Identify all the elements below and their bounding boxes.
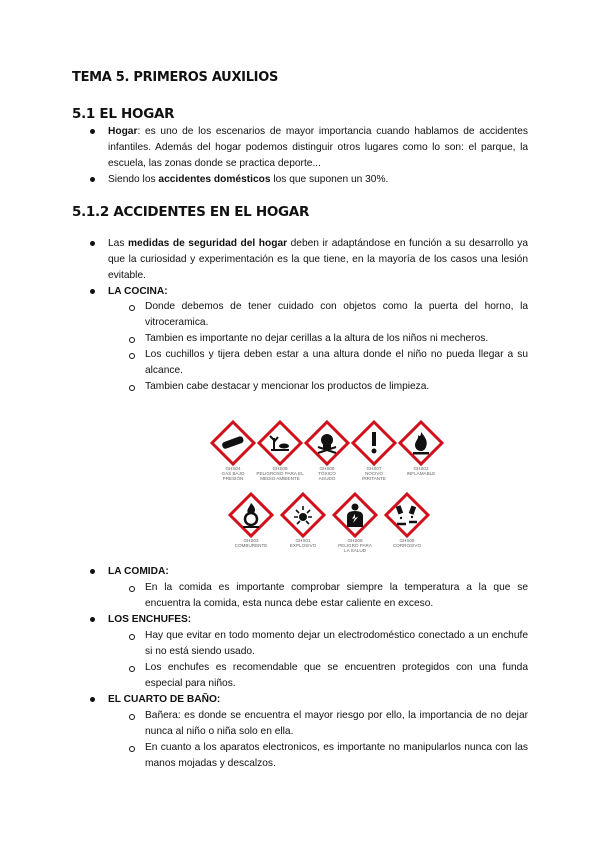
bullet-accidentes-domesticos (108, 172, 528, 188)
hazard-caption-text: GHS03 COMBURENTE (234, 538, 268, 548)
corrosion-icon (384, 492, 430, 538)
exploding-bomb-icon (280, 492, 326, 538)
bullet-bold: medidas de seguridad del hogar (127, 238, 288, 249)
enchufes-item: Los enchufes es recomendable que se encuentren protegidos con una funda especial para niños. (145, 662, 528, 689)
label-cocina: LA COCINA: (108, 286, 168, 297)
sub-bullet-icon (129, 714, 135, 720)
bullet-icon (90, 697, 95, 702)
sub-bullet-icon (129, 666, 135, 672)
section-heading-accidentes: 5.1.2 ACCIDENTES EN EL HOGAR (72, 204, 310, 220)
bullet-icon (90, 129, 95, 134)
sub-bullet-icon (129, 353, 135, 359)
cocina-item: Tambien es importante no dejar cerillas a la altura de los niños ni mecheros. (145, 333, 489, 344)
comida-item: En la comida es importante comprobar siempre la temperatura a la que se encuentra la comida, esta nunca debe estar caliente en exceso. (145, 582, 528, 609)
hazard-caption-text: GHS01 EXPLOSIVO (289, 538, 317, 548)
hazard-caption-text: GHS05 CORROSIVO (392, 538, 422, 548)
bullet-icon (90, 289, 95, 294)
exclamation-icon (351, 420, 397, 466)
bullet-bold: accidentes domésticos (158, 174, 271, 185)
enchufes-item: Hay que evitar en todo momento dejar un electrodoméstico conectado a un enchufe si no está siendo usado. (145, 630, 528, 657)
cocina-item: Donde debemos de tener cuidado con objetos como la puerta del horno, la vitroceramica. (145, 301, 528, 328)
bullet-text: deben ir adaptándose en función a su desarrollo ya que la curiosidad y experimentación es la que tiene, en la mayoría de los casos una lesión evitable. (108, 238, 528, 281)
bullet-hogar-bold: Hogar (108, 126, 138, 137)
skull-icon (304, 420, 350, 466)
label-bano: EL CUARTO DE BAÑO: (108, 694, 221, 705)
label-comida: LA COMIDA: (108, 566, 169, 577)
bullet-hogar-text: : es uno de los escenarios de mayor importancia cuando hablamos de accidentes infantiles. Además del hogar podemos distinguir otros lugares como lo son: el parque, la escuela, las zonas donde se practica deporte... (108, 126, 528, 169)
label-enchufes: LOS ENCHUFES: (108, 614, 192, 625)
page-title: TEMA 5. PRIMEROS AUXILIOS (72, 70, 279, 85)
bano-item: Bañera: es donde se encuentra el mayor riesgo por ello, la importancia de no dejar nunca al niño o niña solo en ella. (145, 710, 528, 737)
hazard-caption-text: GHS09 PELIGROSO PARA EL MEDIO AMBIENTE (256, 466, 304, 481)
gas-cylinder-icon (210, 420, 256, 466)
hazard-caption-text: GHS02 INFLAMABLE (406, 466, 436, 476)
sub-bullet-icon (129, 337, 135, 343)
cocina-item: Los cuchillos y tijera deben estar a una altura donde el niño no pueda llegar a su alcance. (145, 349, 528, 376)
flame-over-circle-icon (228, 492, 274, 538)
flame-icon (398, 420, 444, 466)
bullet-text: Siendo los (108, 174, 159, 185)
section-heading-hogar: 5.1 EL HOGAR (72, 106, 175, 122)
sub-bullet-icon (129, 586, 135, 592)
bullet-text: los que suponen un 30%. (270, 174, 389, 185)
bullet-text: Las (108, 238, 128, 249)
hazard-caption-text: GHS08 PELIGRO PARA LA SALUD (338, 538, 372, 553)
bano-item: En cuanto a los aparatos electronicos, es importante no manipularlos nunca con las manos mojadas y descalzos. (145, 742, 528, 769)
health-hazard-icon (332, 492, 378, 538)
bullet-icon (90, 177, 95, 182)
environment-icon (257, 420, 303, 466)
sub-bullet-icon (129, 634, 135, 640)
bullet-icon (90, 617, 95, 622)
bullet-hogar (108, 124, 528, 172)
hazard-caption-text: GHS07 NOCIVO IRRITANTE (362, 466, 386, 481)
sub-bullet-icon (129, 746, 135, 752)
hazard-caption (386, 466, 456, 476)
cocina-item: Tambien cabe destacar y mencionar los productos de limpieza. (145, 381, 430, 392)
bullet-icon (90, 241, 95, 246)
sub-bullet-icon (129, 385, 135, 391)
bullet-icon (90, 569, 95, 574)
hazard-caption (372, 538, 442, 548)
sub-bullet-icon (129, 305, 135, 311)
hazard-caption-text: GHS04 GAS BAJO PRESIÓN (221, 466, 245, 481)
bullet-medidas (108, 236, 528, 284)
hazard-caption-text: GHS06 TÓXICO AGUDO (318, 466, 336, 481)
